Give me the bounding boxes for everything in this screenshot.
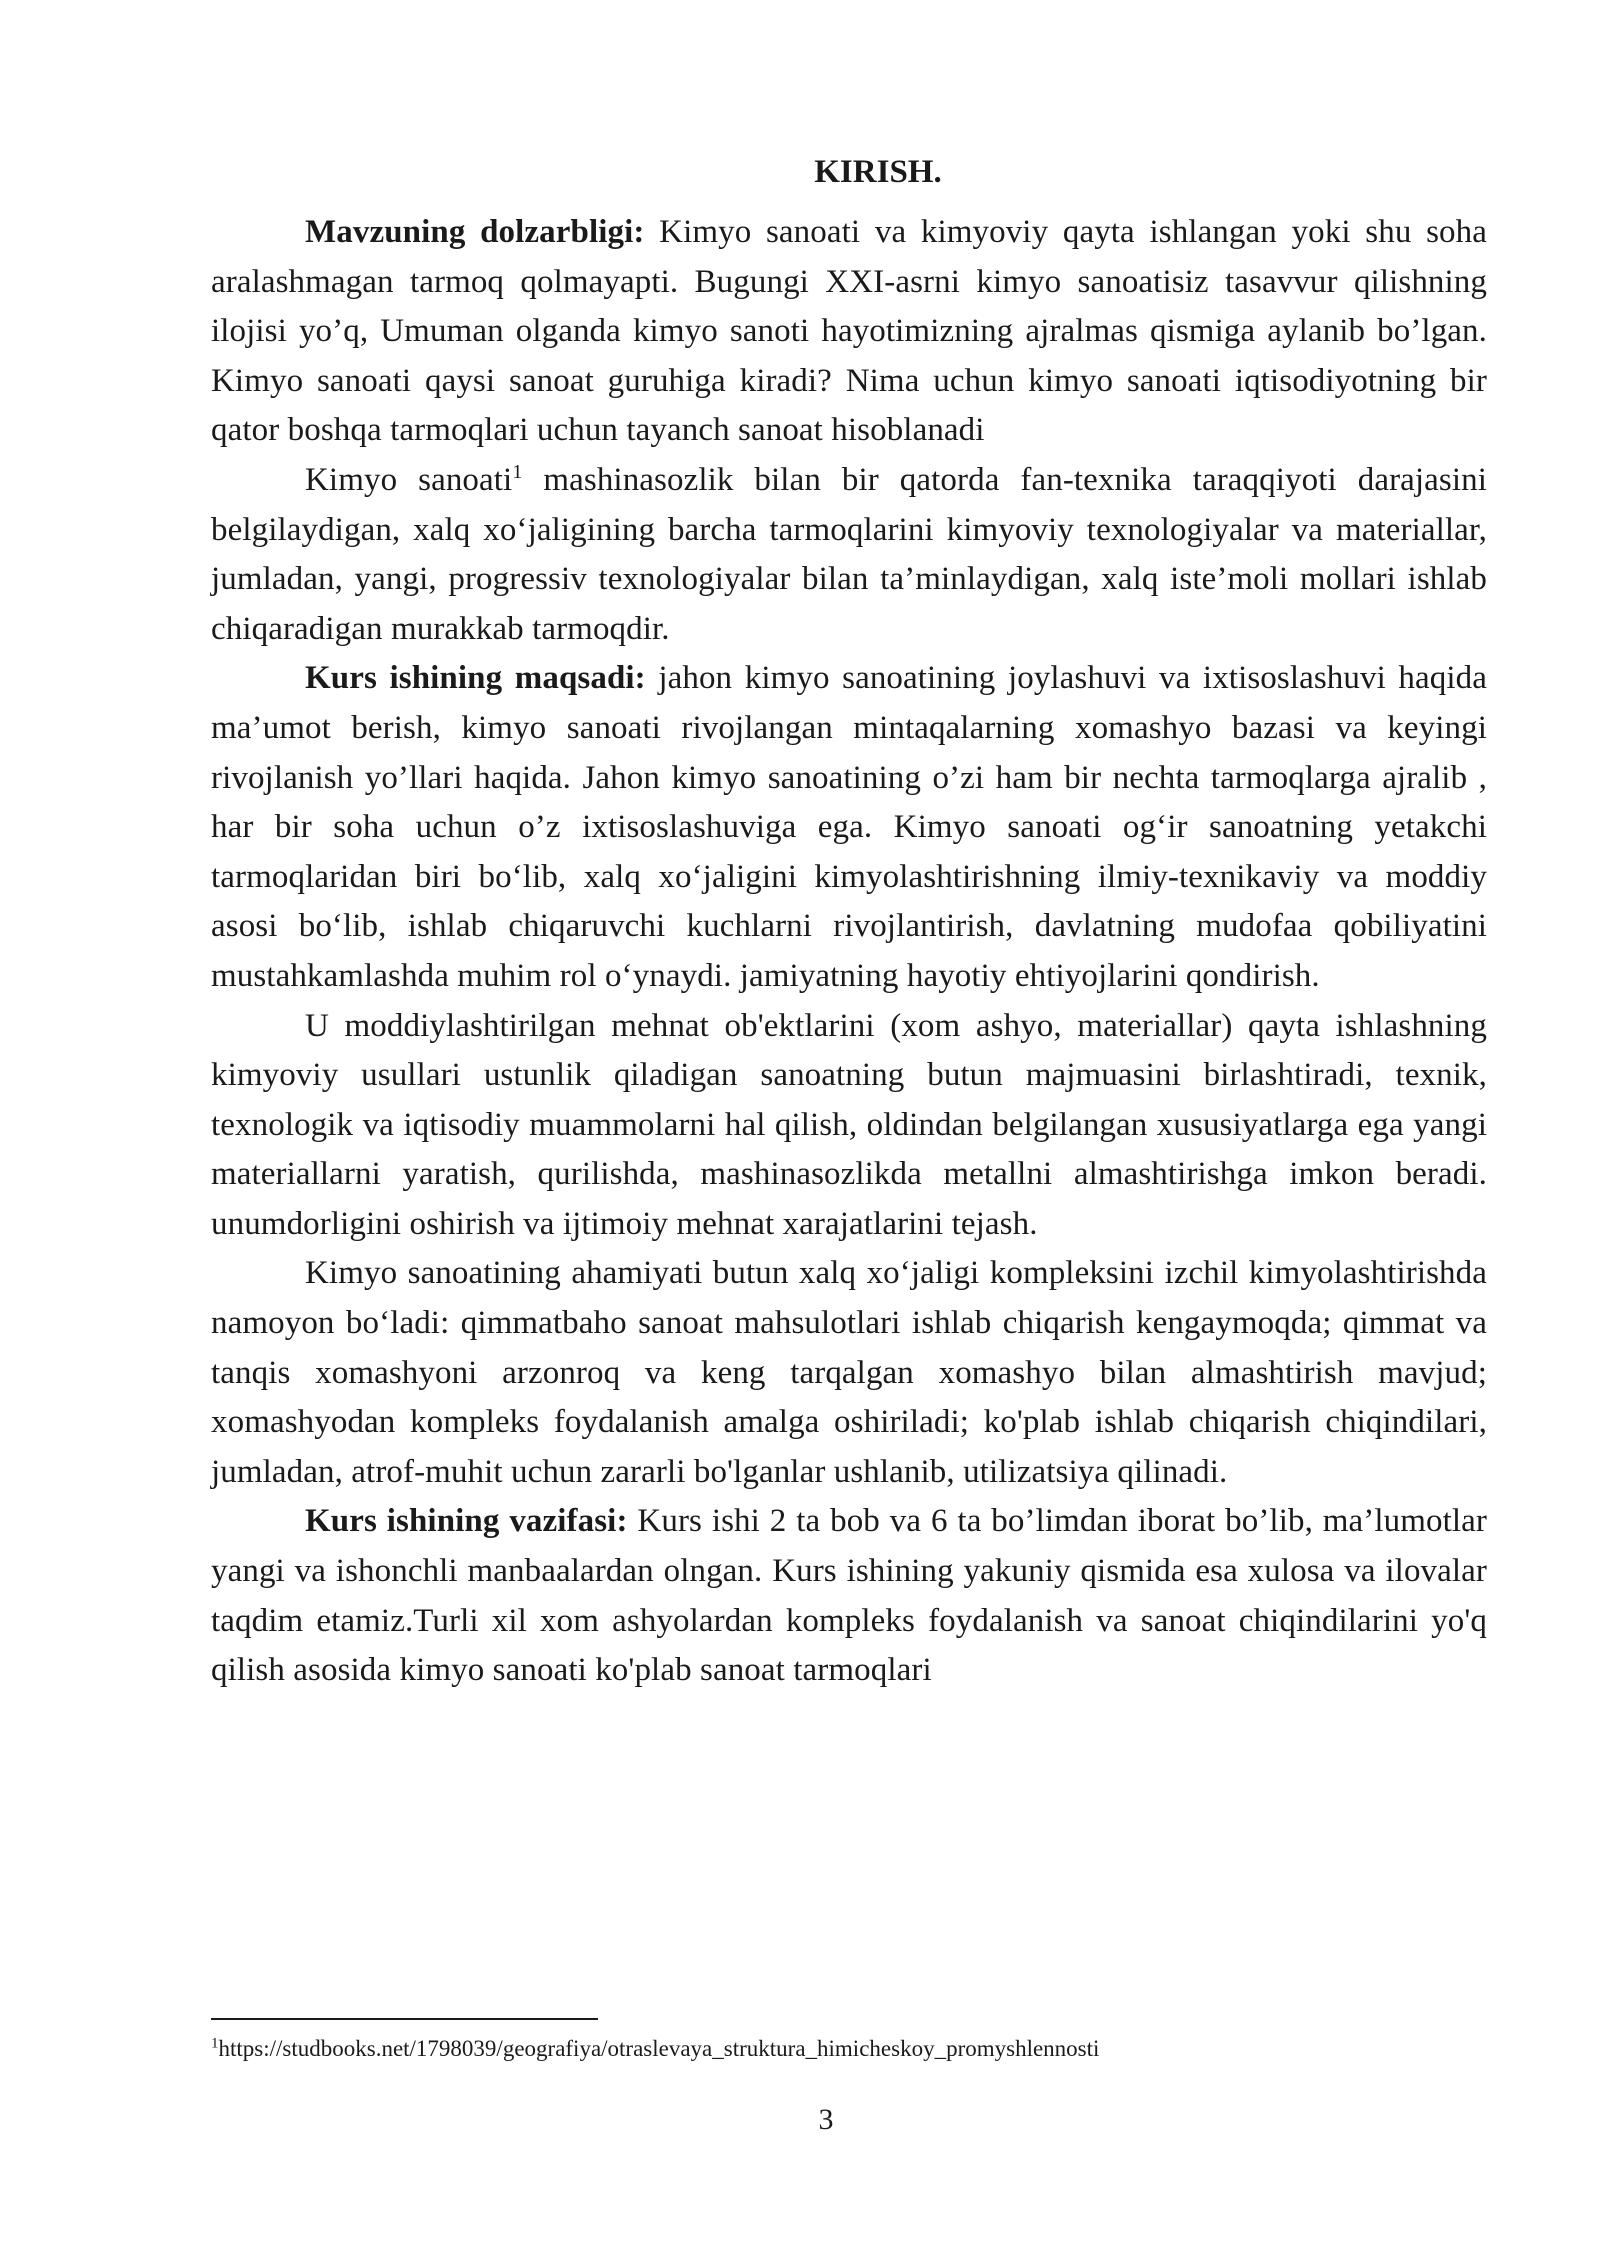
footnote	[211, 2034, 1099, 2064]
footnote-reference[interactable]: 1	[512, 460, 523, 483]
paragraph-chemical-industry	[211, 456, 1487, 654]
paragraph-lead: Kurs ishining maqsadi:	[305, 660, 646, 697]
page-content	[211, 148, 1487, 1696]
paragraph-text: jahon kimyo sanoatining joylashuvi va ixtisoslashuvi haqida ma’umot berish, kimyo sanoati rivojlangan mintaqalarning xomashyo bazasi va keyingi rivojlanish yo’llari haqida. Jahon kimyo sanoatining o’zi ham bir nechta tarmoqlarga ajralib , har bir soha uchun o’z ixtisoslashuviga ega. Kimyo sanoati og‘ir sanoatning yetakchi tarmoqlaridan biri bo‘lib, xalq xo‘jaligini kimyolashtirishning ilmiy-texnikaviy va moddiy asosi bo‘lib, ishlab chiqaruvchi kuchlarni rivojlantirish, davlatning mudofaa qobiliyatini mustahkamlashda muhim rol o‘ynaydi. jamiyatning hayotiy ehtiyojlarini qondirish.	[211, 660, 1487, 994]
page-title: KIRISH.	[814, 154, 942, 190]
page-number: 3	[818, 2103, 834, 2136]
paragraph-text-start: Kimyo sanoati	[305, 461, 513, 498]
footnote-separator	[211, 2018, 598, 2020]
paragraph-relevance	[211, 208, 1487, 456]
paragraph-text: mashinasozlik bilan bir qatorda fan-texnika taraqqiyoti darajasini belgilaydigan, xalq xo‘jaligining barcha tarmoqlarini kimyoviy texnologiyalar va materiallar, jumladan, yangi, progressiv texnologiyalar bilan ta’minlaydigan, xalq iste’moli mollari ishlab chiqaradigan murakkab tarmoqdir.	[211, 461, 1487, 647]
paragraph-processing	[211, 1002, 1487, 1250]
paragraph-goal	[211, 654, 1487, 1001]
paragraph-text: Kimyo sanoatining ahamiyati butun xalq xo‘jaligi kompleksini izchil kimyolashtirishda namoyon bo‘ladi: qimmatbaho sanoat mahsulotlari ishlab chiqarish kengaymoqda; qimmat va tanqis xomashyoni arzonroq va keng tarqalgan xomashyo bilan almashtirish mavjud; xomashyodan kompleks foydalanish amalga oshiriladi; ko'plab ishlab chiqarish chiqindilari, jumladan, atrof-muhit uchun zararli bo'lganlar ushlanib, utilizatsiya qilinadi.	[211, 1255, 1487, 1490]
paragraph-text: Kurs ishi 2 ta bob va 6 ta bo’limdan iborat bo’lib, ma’lumotlar yangi va ishonchli manbaalardan olngan. Kurs ishining yakuniy qismida esa xulosa va ilovalar taqdim etamiz.Turli xil xom ashyolardan kompleks foydalanish va sanoat chiqindilarini yo'q qilish asosida kimyo sanoati ko'plab sanoat tarmoqlari	[211, 1503, 1487, 1689]
paragraph-text: Kimyo sanoati va kimyoviy qayta ishlangan yoki shu soha aralashmagan tarmoq qolmayapti. Bugungi XXI-asrni kimyo sanoatisiz tasavvur qilishning ilojisi yo’q, Umuman olganda kimyo sanoti hayotimizning ajralmas qismiga aylanib bo’lgan. Kimyo sanoati qaysi sanoat guruhiga kiradi? Nima uchun kimyo sanoati iqtisodiyotning bir qator boshqa tarmoqlari uchun tayanch sanoat hisoblanadi	[211, 214, 1487, 449]
paragraph-tasks	[211, 1497, 1487, 1695]
paragraph-text: U moddiylashtirilgan mehnat ob'ektlarini (xom ashyo, materiallar) qayta ishlashning kimyoviy usullari ustunlik qiladigan sanoatning butun majmuasini birlashtiradi, texnik, texnologik va iqtisodiy muammolarni hal qilish, oldindan belgilangan xususiyatlarga ega yangi materiallarni yaratish, qurilishda, mashinasozlikda metallni almashtirishga imkon beradi. unumdorligini oshirish va ijtimoiy mehnat xarajatlarini tejash.	[211, 1007, 1487, 1242]
paragraph-importance	[211, 1249, 1487, 1497]
paragraph-lead: Mavzuning dolzarbligi:	[305, 214, 645, 250]
footnote-number: 1	[211, 2035, 219, 2052]
paragraph-lead: Kurs ishining vazifasi:	[305, 1503, 628, 1540]
footnote-link[interactable]: https://studbooks.net/1798039/geografiya/otraslevaya_struktura_himicheskoy_promyshlennosti	[218, 2036, 1100, 2061]
